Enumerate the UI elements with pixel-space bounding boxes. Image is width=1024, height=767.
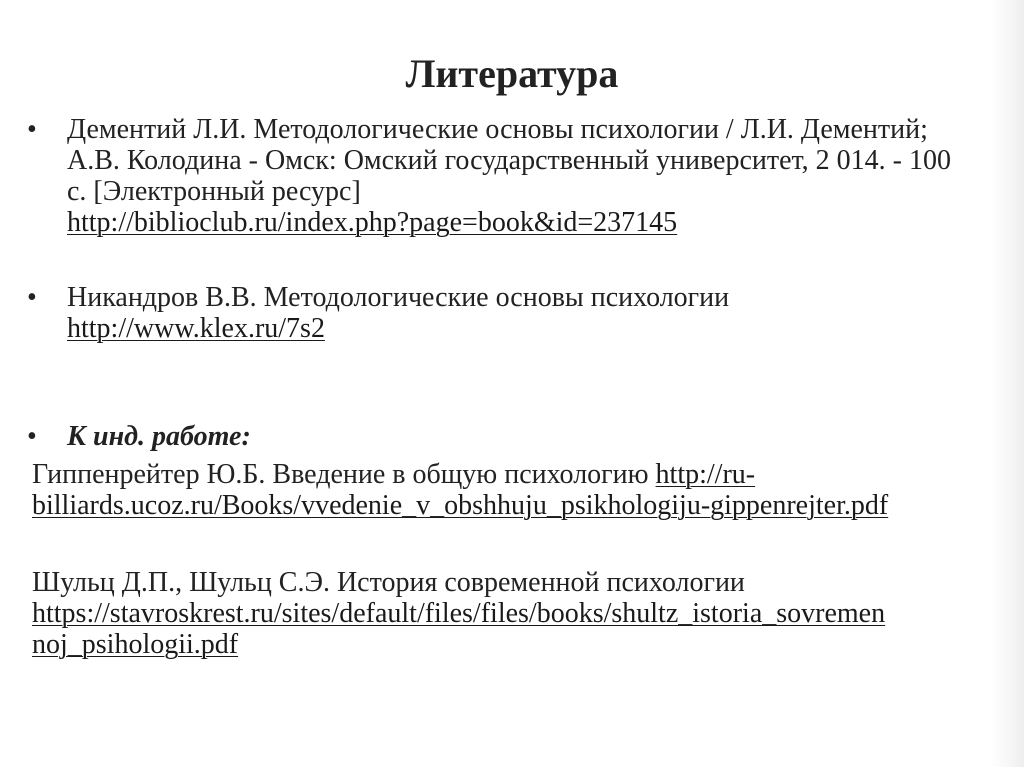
- reference-item-2: [67, 282, 967, 344]
- link-part: noj_psihologii.pdf: [32, 629, 239, 660]
- reference-text: Шульц Д.П., Шульц С.Э. История современной психологии: [32, 567, 745, 598]
- slide-title: Литература: [405, 51, 619, 96]
- bullet-icon: •: [27, 114, 37, 145]
- reference-link[interactable]: http://www.klex.ru/7s2: [67, 313, 325, 344]
- reference-link[interactable]: http://biblioclub.ru/index.php?page=book&id=237145: [67, 207, 678, 238]
- link-part: https://stavroskrest.ru/sites/default/files/files/books/shultz_istoria_sovremen: [32, 598, 886, 629]
- reference-item-5: [32, 567, 1002, 660]
- link-part: http://ru-: [655, 459, 756, 490]
- link-part: billiards.ucoz.ru/Books/vvedenie_v_obshhuju_psikhologiju-gippenrejter.pdf: [32, 490, 889, 521]
- reference-text: Никандров В.В. Методологические основы психологии: [67, 282, 730, 313]
- bullet-icon: •: [27, 421, 37, 452]
- individual-work-heading: К инд. работе:: [67, 421, 251, 452]
- reference-text: Гиппенрейтер Ю.Б. Введение в общую психологию: [32, 459, 649, 490]
- reference-item-4: [32, 459, 1002, 521]
- bullet-icon: •: [27, 282, 37, 313]
- reference-link[interactable]: [32, 598, 885, 660]
- reference-item-1: [67, 114, 967, 238]
- reference-text: Дементий Л.И. Методологические основы психологии / Л.И. Дементий; А.В. Колодина - Омск: Омский государственный университет, 2 014. - 100 с. [Электронный ресурс]: [67, 114, 951, 207]
